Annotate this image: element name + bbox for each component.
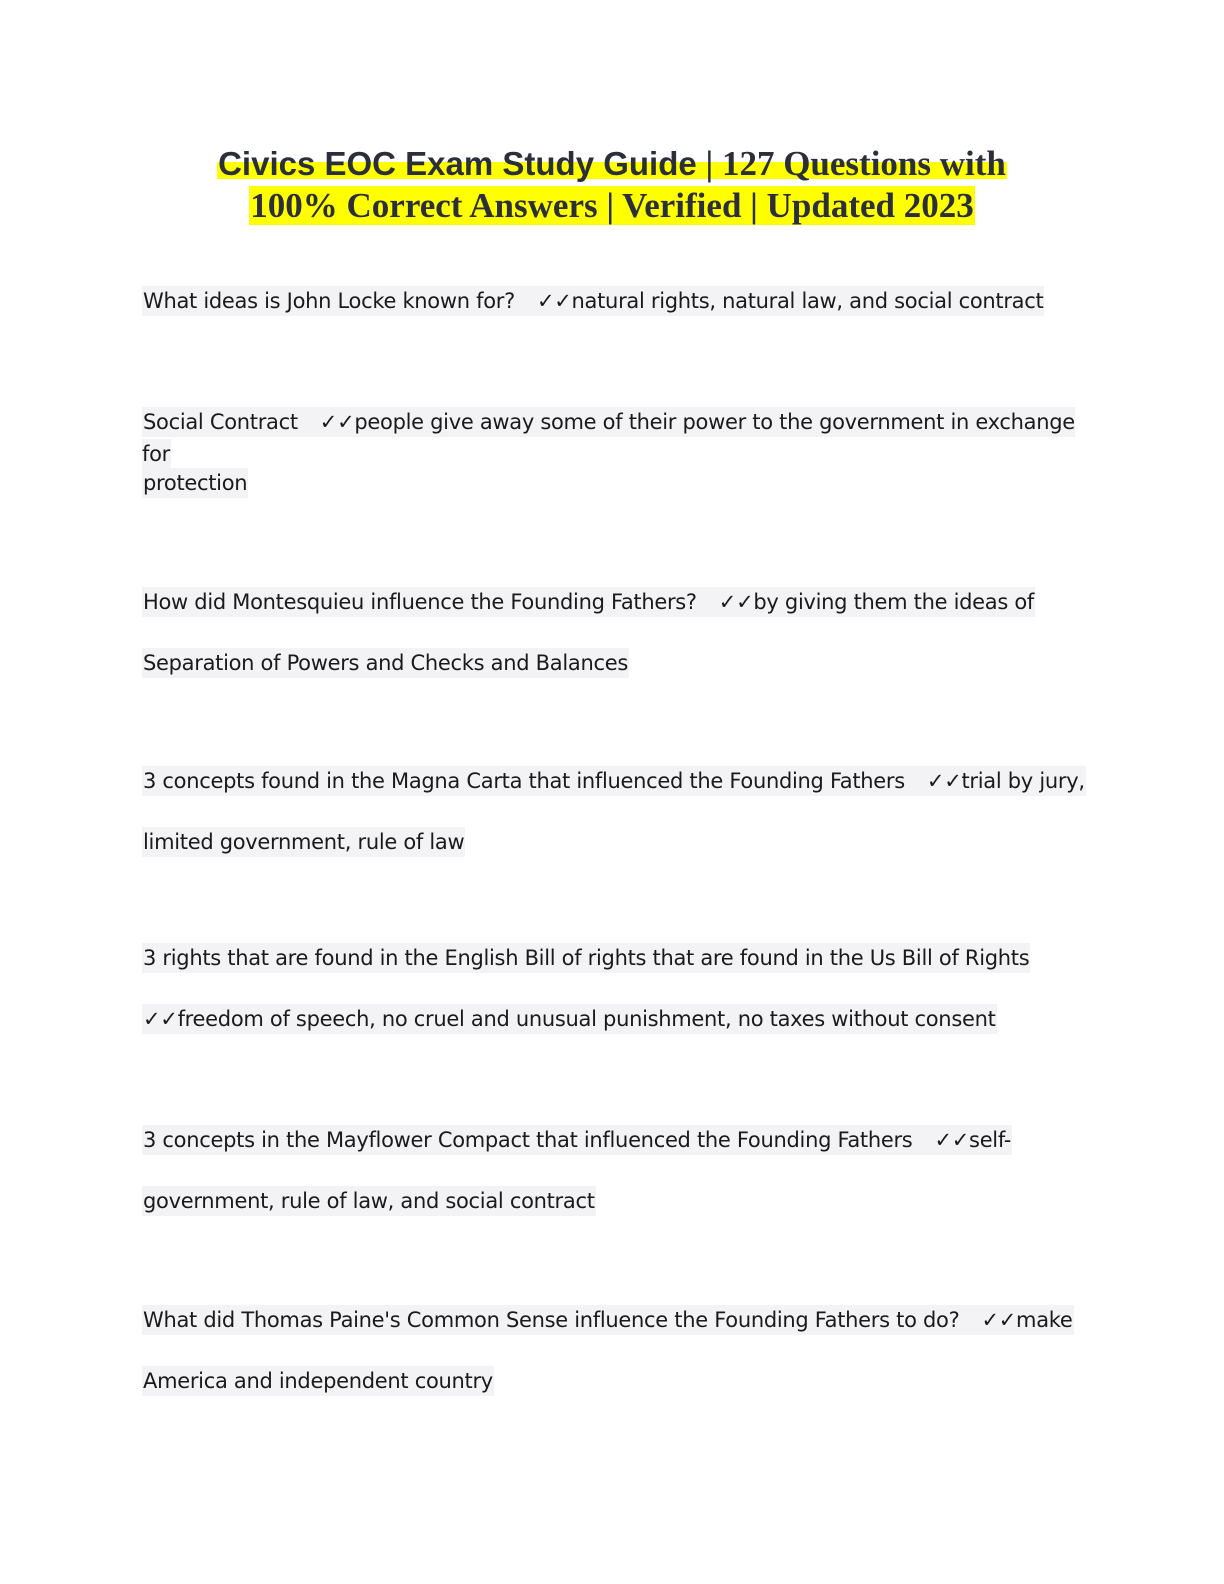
qa-item-locke (142, 285, 1092, 346)
continued-text: limited government, rule of law (142, 827, 465, 857)
qa-line (142, 285, 1092, 317)
qa-line-continued (142, 647, 1092, 679)
answer-text: people give away some of their power to the government in exchange for (142, 410, 1075, 466)
qa-item-social-contract (142, 406, 1092, 528)
qa-line-answer (142, 1003, 1092, 1035)
continued-text: protection (142, 468, 248, 498)
continued-text: government, rule of law, and social contract (142, 1186, 596, 1216)
question-text: What did Thomas Paine's Common Sense influence the Founding Fathers to do? (143, 1308, 960, 1332)
title-line-1 (0, 143, 1224, 185)
title-part-sans: Civics EOC Exam Study Guide (218, 145, 697, 182)
check-mark-icon: ✓✓ (934, 1128, 970, 1152)
qa-item-english-bill (142, 942, 1092, 1064)
qa-item-montesquieu (142, 586, 1092, 708)
qa-line (142, 586, 1092, 618)
qa-line-continued (142, 1365, 1092, 1397)
qa-line-continued (142, 467, 1092, 499)
qa-line (142, 942, 1092, 974)
continued-text: Separation of Powers and Checks and Balances (142, 648, 629, 678)
question-text: What ideas is John Locke known for? (143, 289, 515, 313)
qa-item-common-sense (142, 1304, 1092, 1426)
qa-item-mayflower (142, 1124, 1092, 1246)
answer-text: by giving them the ideas of (753, 590, 1035, 614)
qa-line-continued (142, 1185, 1092, 1217)
answer-text: trial by jury, (961, 769, 1085, 793)
document-title (0, 143, 1224, 227)
answer-text: natural rights, natural law, and social contract (571, 289, 1044, 313)
qa-line (142, 1304, 1092, 1336)
qa-line (142, 765, 1092, 797)
question-text: Social Contract (143, 410, 298, 434)
question-text: 3 concepts found in the Magna Carta that influenced the Founding Fathers (143, 769, 905, 793)
title-part-line2: 100% Correct Answers | Verified | Updated 2023 (250, 186, 974, 225)
title-line-2 (0, 185, 1224, 227)
check-mark-icon: ✓✓ (981, 1308, 1017, 1332)
qa-item-magna-carta (142, 765, 1092, 887)
check-mark-icon: ✓✓ (319, 410, 355, 434)
answer-text: self- (969, 1128, 1012, 1152)
check-mark-icon: ✓✓ (536, 289, 572, 313)
check-mark-icon: ✓✓ (718, 590, 754, 614)
question-text: 3 rights that are found in the English Bill of rights that are found in the Us Bill of Rights (142, 943, 1030, 973)
qa-line (142, 406, 1092, 466)
question-text: 3 concepts in the Mayflower Compact that influenced the Founding Fathers (143, 1128, 913, 1152)
qa-line (142, 1124, 1092, 1156)
title-part-serif: | 127 Questions with (696, 144, 1006, 183)
answer-text: make (1016, 1308, 1073, 1332)
continued-text: America and independent country (142, 1366, 494, 1396)
check-mark-icon: ✓✓ (143, 1007, 178, 1031)
question-text: How did Montesquieu influence the Founding Fathers? (143, 590, 697, 614)
check-mark-icon: ✓✓ (926, 769, 962, 793)
qa-line-continued (142, 826, 1092, 858)
answer-text: freedom of speech, no cruel and unusual punishment, no taxes without consent (177, 1007, 996, 1031)
